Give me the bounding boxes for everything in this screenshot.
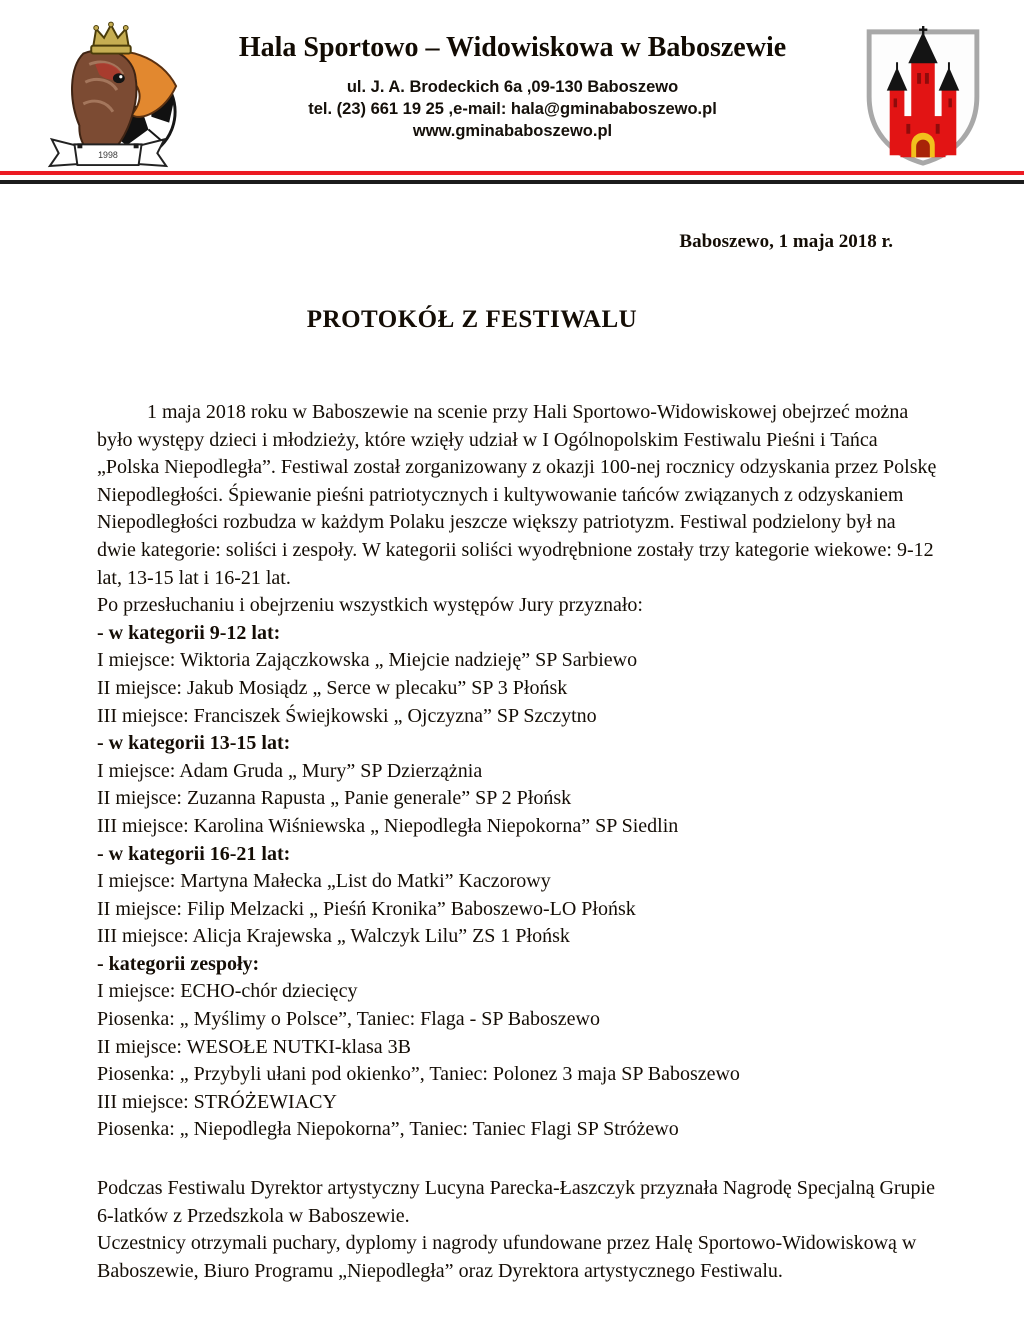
category-heading: - w kategorii 13-15 lat:: [97, 732, 291, 755]
address-line: ul. J. A. Brodeckich 6a ,09-130 Baboszewo: [346, 78, 679, 96]
intro-paragraph: 1 maja 2018 roku w Baboszewie na scenie przy Hali Sportowo-Widowiskowej obejrzeć można było występy dzieci i młodzieży, które wzięły udział w I Ogólnopolskim Festiwalu Pieśni i Tańca „Polska Niepodległa”. Festiwal został zorganizowany z okazji 100-nej rocznicy odzyskania przez Polskę Niepodległości. Śpiewanie pieśni patriotycznych i kultywowanie tańców związanych z odzyskaniem Niepodległości rozbudza w każdym Polaku jeszcze większy patriotyzm. Festiwal podzielony był na dwie kategorie: soliści i zespoły. W kategorii soliści wyodrębnione zostały trzy kategorie wiekowe: 9-12 lat, 13-15 lat i 16-21 lat.: [97, 401, 937, 589]
result-line: III miejsce: Franciszek Świejkowski „ Ojczyzna” SP Szczytno: [97, 704, 597, 727]
club-crest-year: 1998: [98, 150, 118, 161]
document-title: PROTOKÓŁ Z FESTIWALU: [306, 306, 638, 333]
result-line: I miejsce: Wiktoria Zajączkowska „ Miejcie nadzieję” SP Sarbiewo: [97, 649, 638, 672]
coat-of-arms-icon: [862, 26, 984, 168]
result-line: III miejsce: STRÓŻEWIACY: [97, 1090, 337, 1113]
contact-line: tel. (23) 661 19 25 ,e-mail: hala@gminababoszewo.pl: [308, 100, 717, 118]
black-divider-line: [0, 180, 1024, 184]
result-line: II miejsce: Jakub Mosiądz „ Serce w plecaku” SP 3 Płońsk: [97, 676, 568, 699]
result-line: Piosenka: „ Niepodległa Niepokorna”, Taniec: Taniec Flagi SP Stróżewo: [97, 1118, 679, 1141]
club-crest-eagle-football-icon: [34, 20, 182, 170]
result-line: II miejsce: Filip Melzacki „ Pieśń Kronika” Baboszewo-LO Płońsk: [97, 897, 636, 920]
result-line: II miejsce: Zuzanna Rapusta „ Panie generale” SP 2 Płońsk: [97, 787, 572, 810]
document-body: [97, 399, 938, 1285]
address-block: [175, 76, 850, 142]
closing-paragraph-sponsors: Uczestnicy otrzymali puchary, dyplomy i nagrody ufundowane przez Halę Sportowo-Widowiskową w Baboszewie, Biuro Programu „Niepodległa” oraz Dyrektora artystycznego Festiwalu.: [97, 1232, 917, 1282]
category-heading: - w kategorii 9-12 lat:: [97, 621, 281, 644]
result-line: II miejsce: WESOŁE NUTKI-klasa 3B: [97, 1035, 411, 1058]
dateline: Baboszewo, 1 maja 2018 r.: [679, 231, 893, 252]
closing-paragraph-award: Podczas Festiwalu Dyrektor artystyczny Lucyna Parecka-Łaszczyk przyznała Nagrodę Specjalną Grupie 6-latków z Przedszkola w Baboszewie.: [97, 1177, 935, 1227]
result-line: III miejsce: Karolina Wiśniewska „ Niepodległa Niepokorna” SP Siedlin: [97, 814, 679, 837]
red-divider-line: [0, 171, 1024, 175]
organization-name: Hala Sportowo – Widowiskowa w Baboszewie: [238, 32, 787, 63]
jury-line: Po przesłuchaniu i obejrzeniu wszystkich występów Jury przyznało:: [97, 594, 643, 617]
category-heading: - w kategorii 16-21 lat:: [97, 842, 291, 865]
result-line: Piosenka: „ Myślimy o Polsce”, Taniec: Flaga - SP Baboszewo: [97, 1008, 600, 1031]
letterhead: [0, 18, 1024, 170]
result-line: I miejsce: Martyna Małecka „List do Matki” Kaczorowy: [97, 870, 551, 893]
letterhead-center: [175, 18, 850, 142]
result-line: I miejsce: Adam Gruda „ Mury” SP Dzierzążnia: [97, 759, 483, 782]
result-line: I miejsce: ECHO-chór dziecięcy: [97, 980, 358, 1003]
result-line: III miejsce: Alicja Krajewska „ Walczyk Lilu” ZS 1 Płońsk: [97, 925, 570, 948]
result-line: Piosenka: „ Przybyli ułani pod okienko”, Taniec: Polonez 3 maja SP Baboszewo: [97, 1063, 740, 1086]
website-line: www.gminababoszewo.pl: [412, 122, 613, 140]
category-heading: - kategorii zespoły:: [97, 952, 260, 975]
